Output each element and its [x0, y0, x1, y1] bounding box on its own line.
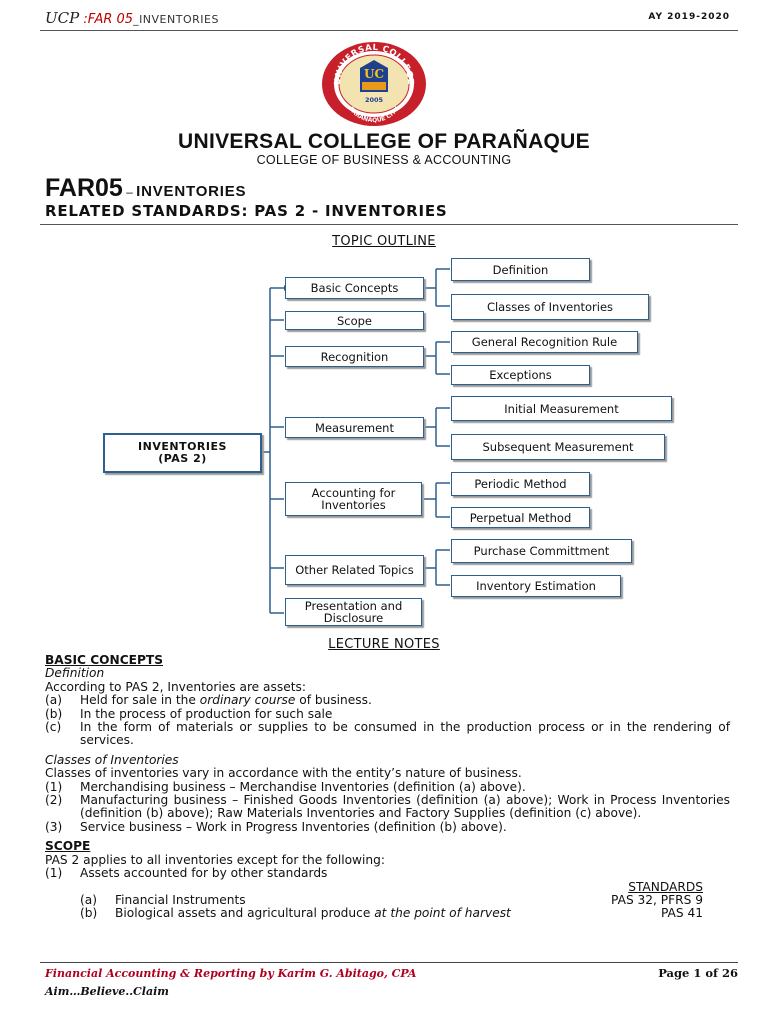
table-row [45, 907, 730, 920]
logo-city-text: PARAÑAQUE CITY [347, 105, 401, 125]
definition-a [80, 694, 730, 707]
footer-author: Financial Accounting & Reporting by Karim G. Abitago, CPA [45, 967, 417, 980]
list-marker: (c) [45, 720, 62, 735]
list-marker: (2) [45, 793, 63, 808]
list-marker: (1) [45, 779, 63, 794]
lecture-notes-heading: LECTURE NOTES [328, 637, 440, 652]
diagram-topic-basic-concepts: Basic Concepts [285, 277, 424, 299]
list-marker: (a) [45, 693, 62, 708]
class-service: Service business – Work in Progress Inventories (definition (b) above). [80, 819, 507, 834]
diagram-sub-classes: Classes of Inventories [451, 294, 649, 320]
subsection-classes: Classes of Inventories [45, 752, 179, 767]
standards-label: STANDARDS [628, 879, 703, 894]
logo-ring-text: UNIVERSAL COLLEGE [332, 42, 416, 86]
definition-b: In the process of production for such sale [80, 706, 333, 721]
list-marker: (3) [45, 819, 63, 834]
diagram-sub-periodic: Periodic Method [451, 472, 590, 496]
definition-intro: According to PAS 2, Inventories are assets: [45, 679, 306, 694]
diagram-sub-definition: Definition [451, 258, 590, 281]
scope-sub-b-text: Biological assets and agricultural produce [115, 906, 375, 921]
scope-sub-a-standard: PAS 32, PFRS 9 [611, 892, 703, 907]
list-item [45, 694, 730, 707]
diagram-topic-scope: Scope [285, 311, 424, 330]
header-divider [40, 30, 738, 31]
college-name: COLLEGE OF BUSINESS & ACCOUNTING [256, 153, 512, 167]
title-divider [40, 224, 738, 225]
classes-intro: Classes of inventories vary in accordance with the entity’s nature of business. [45, 766, 522, 781]
list-item [45, 867, 730, 880]
page-title [45, 174, 246, 203]
scope-item-1: Assets accounted for by other standards [80, 866, 328, 881]
standards-header-row [45, 881, 730, 894]
definition-a-text: Held for sale in the [80, 693, 200, 708]
subsection-definition: Definition [45, 666, 105, 681]
diagram-sub-initial-measurement: Initial Measurement [451, 396, 672, 421]
scope-sub-b [115, 907, 573, 920]
diagram-topic-recognition: Recognition [285, 346, 424, 367]
school-name: UNIVERSAL COLLEGE OF PARAÑAQUE [178, 130, 590, 153]
list-item [45, 794, 730, 821]
list-marker: (1) [45, 866, 63, 881]
diagram-sub-purchase-commitment: Purchase Committment [451, 539, 632, 563]
section-scope: SCOPE [45, 839, 91, 854]
header-academic-year: AY 2019-2020 [648, 12, 730, 22]
college-logo [320, 40, 428, 128]
lecture-notes [45, 654, 730, 921]
section-basic-concepts: BASIC CONCEPTS [45, 653, 164, 667]
related-standards: RELATED STANDARDS: PAS 2 - INVENTORIES [45, 202, 448, 220]
title-code: FAR05 [45, 174, 123, 202]
class-merchandising: Merchandising business – Merchandise Inventories (definition (a) above). [80, 779, 526, 794]
topic-outline-diagram [0, 250, 768, 635]
list-marker: (b) [80, 906, 98, 921]
scope-intro: PAS 2 applies to all inventories except for the following: [45, 852, 385, 867]
footer-divider [40, 962, 738, 963]
scope-sub-a: Financial Instruments [115, 892, 246, 907]
list-marker: (a) [80, 892, 97, 907]
diagram-sub-exceptions: Exceptions [451, 365, 590, 385]
logo-year: 2005 [364, 96, 384, 104]
list-item [45, 781, 730, 794]
diagram-sub-inventory-estimation: Inventory Estimation [451, 575, 621, 597]
list-item [45, 821, 730, 834]
topic-outline-heading: TOPIC OUTLINE [332, 234, 436, 249]
diagram-sub-subsequent-measurement: Subsequent Measurement [451, 434, 665, 460]
footer-motto: Aim…Believe..Claim [45, 985, 169, 998]
scope-sub-b-standard: PAS 41 [660, 906, 703, 921]
header-topic: _INVENTORIES [133, 13, 219, 26]
header-course-code: :FAR 05 [83, 12, 134, 27]
diagram-sub-general-recognition: General Recognition Rule [451, 331, 638, 353]
header-ucp: UCP [45, 9, 80, 27]
diagram-topic-measurement: Measurement [285, 417, 424, 438]
definition-a-end: of business. [295, 693, 372, 708]
header-course [45, 9, 219, 27]
definition-a-italic: ordinary course [199, 693, 296, 708]
diagram-sub-perpetual: Perpetual Method [451, 507, 590, 528]
diagram-topic-presentation: Presentation and Disclosure [285, 598, 422, 626]
list-marker: (b) [45, 706, 63, 721]
class-manufacturing: Manufacturing business – Finished Goods Inventories (definition (a) above); Work in Process Inventories (definition (b) above); Raw Materials Inventories and Factory Supplies (definition (c) above). [80, 793, 730, 821]
title-dash: – [122, 185, 137, 199]
diagram-topic-accounting: Accounting for Inventories [285, 482, 422, 516]
list-item [45, 721, 730, 748]
title-subject: INVENTORIES [136, 183, 247, 200]
logo-initials: UC [363, 67, 385, 81]
list-item [45, 708, 730, 721]
definition-c: In the form of materials or supplies to be consumed in the production process or in the rendering of services. [80, 720, 730, 748]
diagram-root-inventories: INVENTORIES (PAS 2) [103, 433, 262, 473]
scope-sub-b-italic: at the point of harvest [374, 906, 511, 921]
table-row [45, 894, 730, 907]
footer-page-number: Page 1 of 26 [658, 966, 738, 980]
diagram-topic-other: Other Related Topics [285, 555, 424, 585]
